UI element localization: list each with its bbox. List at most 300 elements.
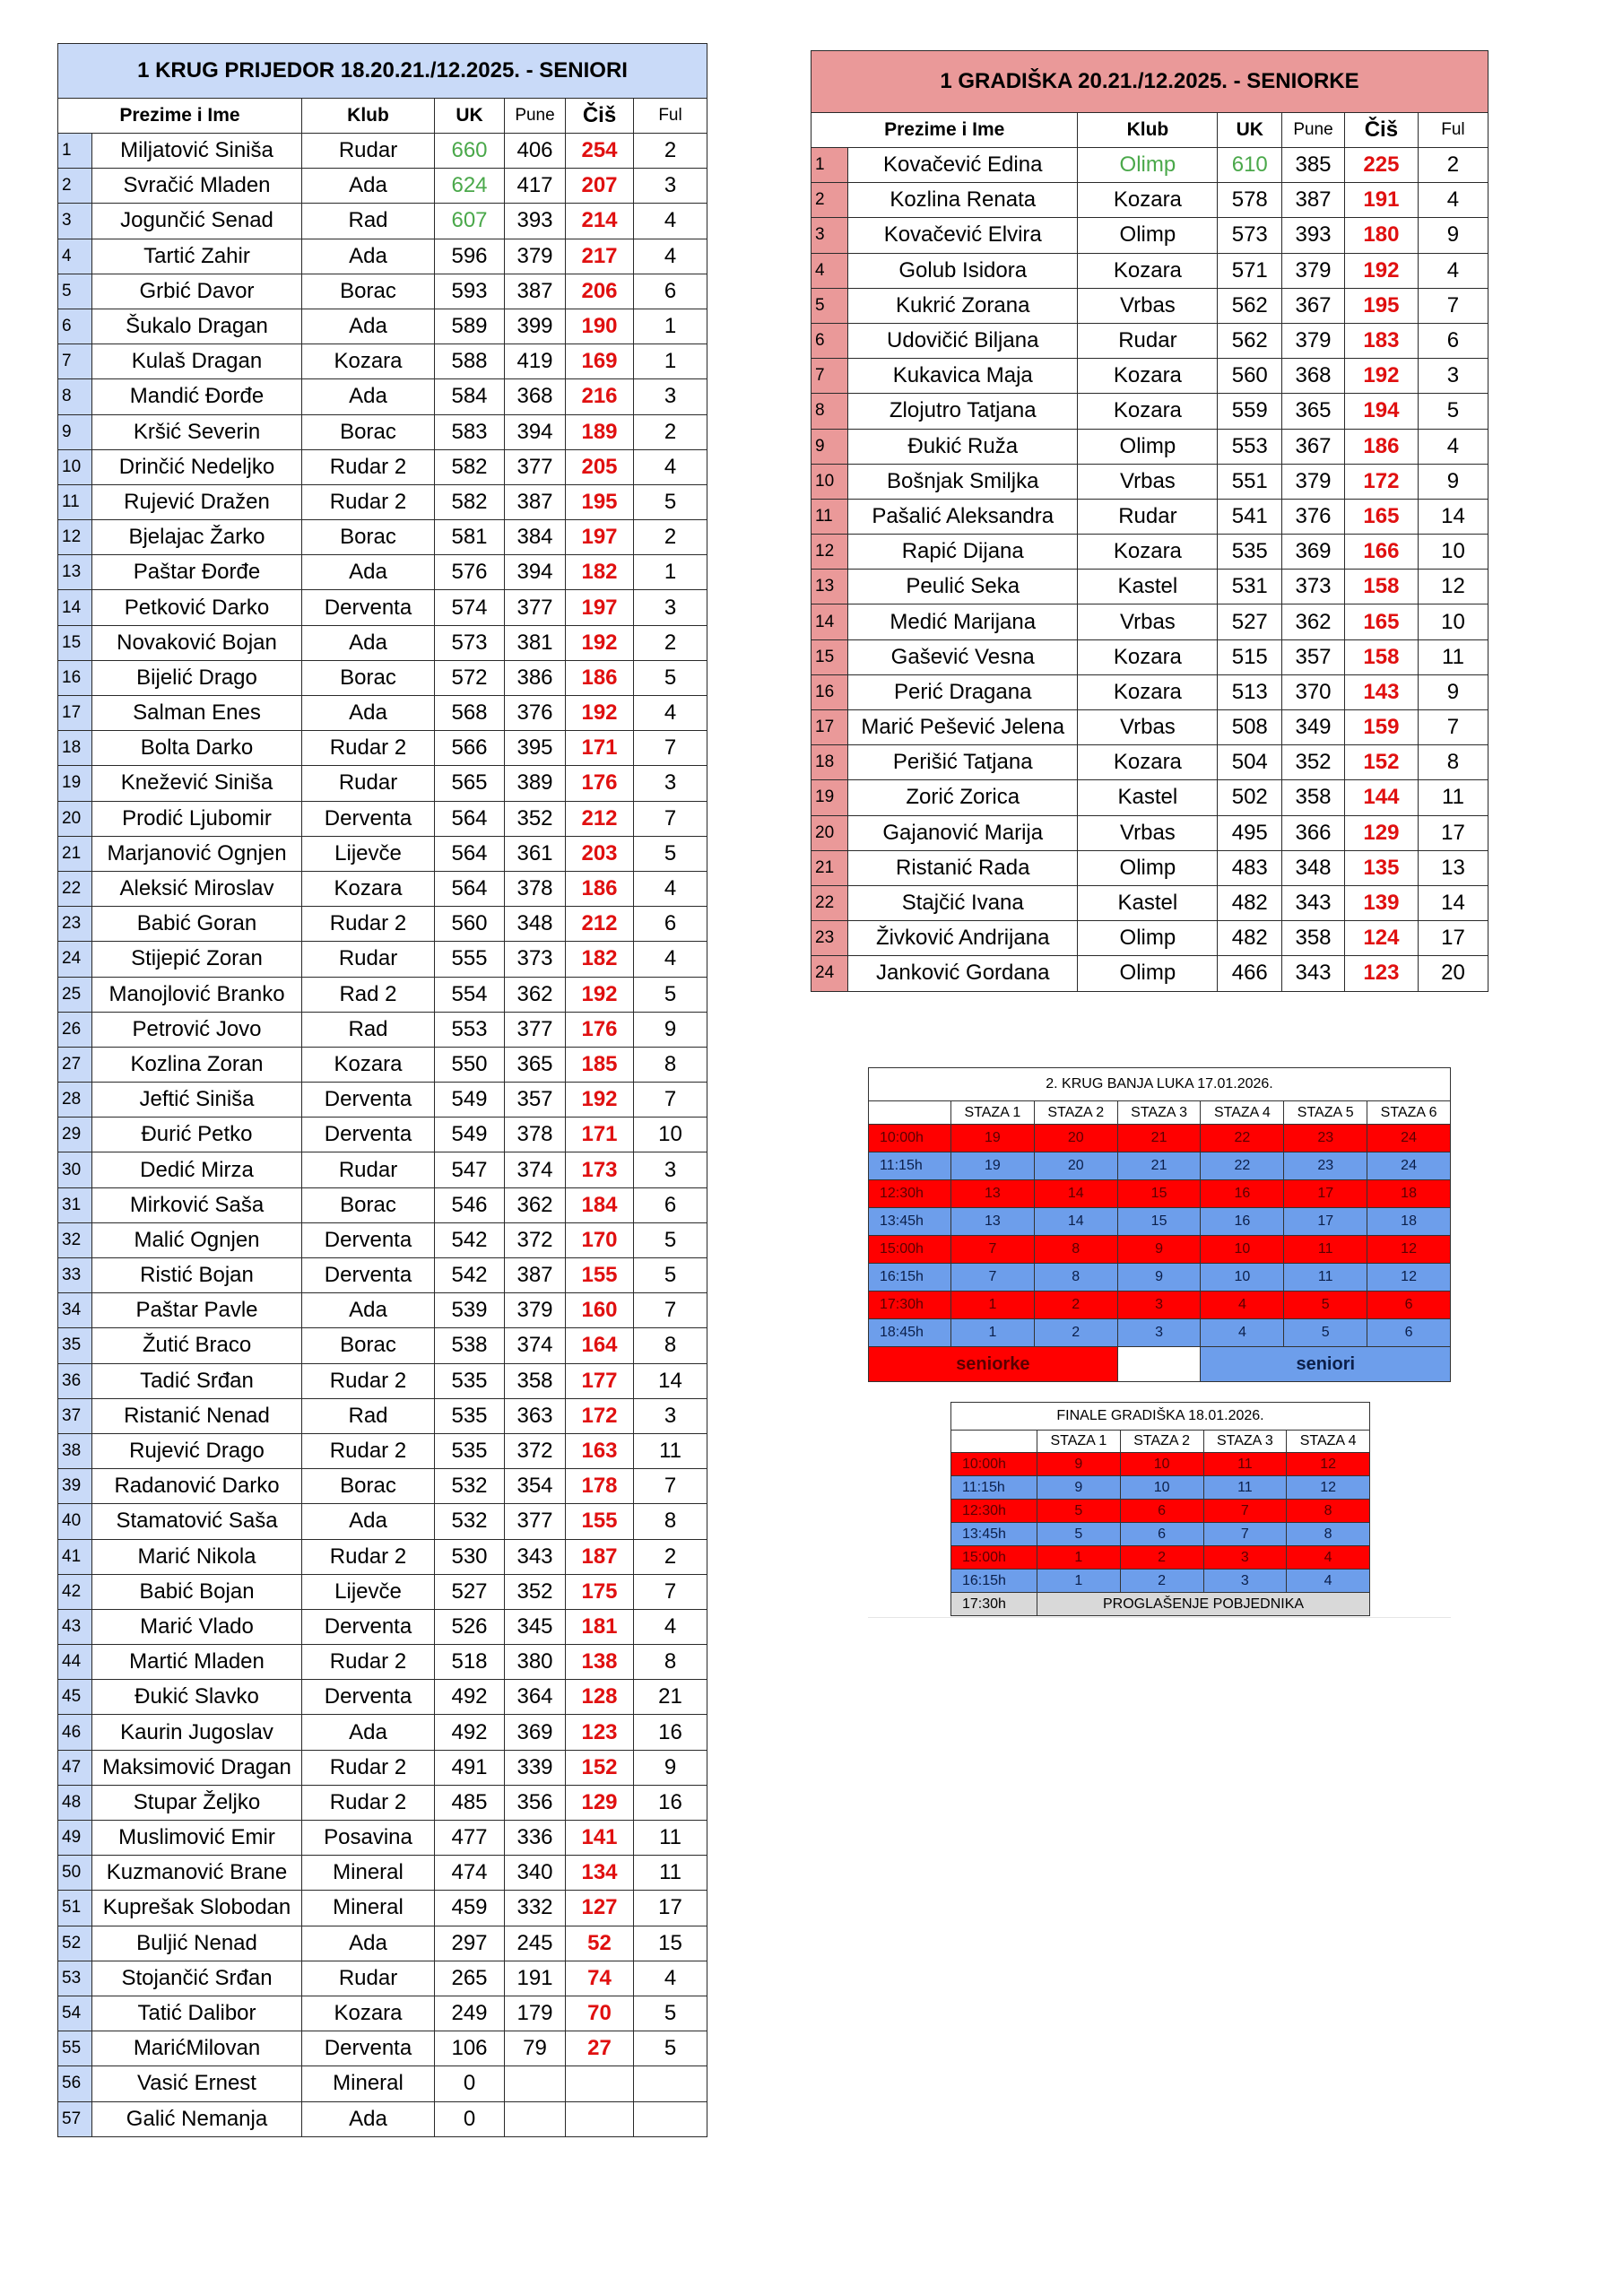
col-uk-header: UK — [435, 99, 505, 134]
table-row — [58, 1293, 707, 1328]
player-name: Tadić Srđan — [92, 1363, 302, 1398]
club-name: Kozara — [1078, 183, 1218, 218]
cis-score: 70 — [566, 1996, 634, 2031]
table-row — [812, 780, 1488, 815]
pune-score: 379 — [505, 1293, 566, 1328]
divider — [868, 1617, 1451, 1618]
awards-label: PROGLAŠENJE POBJEDNIKA — [1037, 1593, 1370, 1616]
club-name: Borac — [302, 414, 435, 449]
lane-cell: 7 — [951, 1264, 1035, 1292]
rank-number: 46 — [58, 1715, 92, 1750]
ful-count: 17 — [1418, 921, 1488, 956]
rank-number: 13 — [58, 555, 92, 590]
rank-number: 27 — [58, 1047, 92, 1082]
col-cis-header: Čiš — [1344, 113, 1418, 148]
finale-schedule — [950, 1402, 1370, 1616]
uk-score: 459 — [435, 1891, 505, 1926]
ful-count: 7 — [634, 1293, 707, 1328]
uk-score: 106 — [435, 2031, 505, 2066]
table-row — [812, 323, 1488, 358]
club-name: Rudar 2 — [302, 1750, 435, 1785]
lane-cell: 24 — [1367, 1152, 1451, 1180]
pune-score: 387 — [505, 274, 566, 309]
uk-score: 532 — [435, 1504, 505, 1539]
club-name: Borac — [302, 660, 435, 695]
player-name: Bjelajac Žarko — [92, 520, 302, 555]
rank-number: 23 — [58, 907, 92, 942]
cis-score: 183 — [1344, 323, 1418, 358]
club-name: Borac — [302, 1469, 435, 1504]
ful-count: 4 — [1418, 183, 1488, 218]
player-name: Grbić Davor — [92, 274, 302, 309]
seniorke-table — [811, 50, 1488, 992]
table-row — [812, 464, 1488, 499]
uk-score: 538 — [435, 1328, 505, 1363]
rank-number: 9 — [812, 429, 848, 464]
time-col-header — [951, 1431, 1037, 1453]
lane-cell: 5 — [1037, 1500, 1121, 1523]
col-pune-header: Pune — [1282, 113, 1345, 148]
uk-score: 474 — [435, 1856, 505, 1891]
pune-score: 369 — [1282, 535, 1345, 570]
lane-cell: 13 — [951, 1208, 1035, 1236]
pune-score: 373 — [505, 942, 566, 977]
lane-cell: 2 — [1120, 1546, 1203, 1570]
uk-score: 572 — [435, 660, 505, 695]
uk-score: 466 — [1218, 956, 1282, 991]
pune-score: 387 — [505, 484, 566, 519]
rank-number: 4 — [812, 253, 848, 288]
player-name: Kovačević Elvira — [848, 218, 1078, 253]
table-row — [58, 1328, 707, 1363]
lane-header: STAZA 2 — [1034, 1101, 1117, 1125]
rank-number: 5 — [58, 274, 92, 309]
uk-score: 532 — [435, 1469, 505, 1504]
player-name: Perić Dragana — [848, 674, 1078, 709]
seniori-title: 1 KRUG PRIJEDOR 18.20.21./12.2025. - SENIORI — [58, 44, 707, 99]
club-name: Olimp — [1078, 956, 1218, 991]
col-uk-header: UK — [1218, 113, 1282, 148]
cis-score: 187 — [566, 1539, 634, 1574]
slot-time: 10:00h — [951, 1453, 1037, 1476]
ful-count: 6 — [634, 1187, 707, 1222]
pune-score: 380 — [505, 1645, 566, 1680]
ful-count: 10 — [1418, 535, 1488, 570]
player-name: Maksimović Dragan — [92, 1750, 302, 1785]
uk-score: 562 — [1218, 288, 1282, 323]
ful-count: 11 — [1418, 780, 1488, 815]
ful-count: 9 — [634, 1012, 707, 1047]
pune-score: 374 — [505, 1152, 566, 1187]
ful-count: 14 — [634, 1363, 707, 1398]
pune-score: 385 — [1282, 148, 1345, 183]
player-name: Kulaš Dragan — [92, 344, 302, 379]
player-name: Ristanić Nenad — [92, 1398, 302, 1433]
player-name: Prodić Ljubomir — [92, 801, 302, 836]
schedule-row — [869, 1236, 1451, 1264]
table-row — [812, 148, 1488, 183]
player-name: Knežević Siniša — [92, 766, 302, 801]
pune-score: 357 — [505, 1083, 566, 1118]
schedule-row — [951, 1570, 1370, 1593]
rank-number: 56 — [58, 2066, 92, 2101]
lane-cell: 11 — [1203, 1453, 1287, 1476]
ful-count: 8 — [634, 1328, 707, 1363]
ful-count: 4 — [634, 871, 707, 906]
table-row — [58, 1118, 707, 1152]
slot-time: 17:30h — [869, 1292, 951, 1319]
ful-count: 4 — [1418, 429, 1488, 464]
uk-score: 547 — [435, 1152, 505, 1187]
ful-count: 9 — [1418, 218, 1488, 253]
seniori-header-row — [58, 99, 707, 134]
rank-number: 10 — [812, 464, 848, 499]
club-name: Kozara — [1078, 394, 1218, 429]
uk-score: 504 — [1218, 745, 1282, 780]
lane-cell: 11 — [1284, 1236, 1367, 1264]
player-name: Udovičić Biljana — [848, 323, 1078, 358]
cis-score — [566, 2066, 634, 2101]
ful-count: 10 — [1418, 604, 1488, 639]
player-name: Zorić Zorica — [848, 780, 1078, 815]
table-row — [58, 169, 707, 204]
pune-score — [505, 2066, 566, 2101]
lane-cell: 15 — [1117, 1208, 1201, 1236]
table-row — [58, 1187, 707, 1222]
pune-score: 332 — [505, 1891, 566, 1926]
ful-count: 4 — [634, 449, 707, 484]
table-row — [58, 520, 707, 555]
player-name: Paštar Pavle — [92, 1293, 302, 1328]
club-name: Vrbas — [1078, 710, 1218, 745]
table-row — [58, 696, 707, 731]
player-name: Vasić Ernest — [92, 2066, 302, 2101]
schedule-row — [951, 1500, 1370, 1523]
rank-number: 8 — [58, 379, 92, 414]
ful-count: 2 — [634, 1539, 707, 1574]
pune-score: 352 — [505, 801, 566, 836]
club-name: Kozara — [302, 1996, 435, 2031]
slot-time: 18:45h — [869, 1319, 951, 1347]
club-name: Rad 2 — [302, 977, 435, 1012]
lane-cell: 5 — [1284, 1292, 1367, 1319]
uk-score: 483 — [1218, 850, 1282, 885]
pune-score: 387 — [505, 1258, 566, 1293]
rank-number: 12 — [58, 520, 92, 555]
cis-score: 195 — [566, 484, 634, 519]
lane-cell: 5 — [1037, 1523, 1121, 1546]
cis-score: 171 — [566, 1118, 634, 1152]
cis-score: 170 — [566, 1222, 634, 1257]
cis-score: 135 — [1344, 850, 1418, 885]
col-club-header: Klub — [1078, 113, 1218, 148]
uk-score: 535 — [435, 1398, 505, 1433]
time-col-header — [869, 1101, 951, 1125]
uk-score: 593 — [435, 274, 505, 309]
lane-cell: 10 — [1120, 1453, 1203, 1476]
lane-cell: 1 — [951, 1292, 1035, 1319]
cis-score: 197 — [566, 520, 634, 555]
lane-cell: 23 — [1284, 1152, 1367, 1180]
club-name: Ada — [302, 1926, 435, 1961]
pune-score: 366 — [1282, 815, 1345, 850]
cis-score: 203 — [566, 836, 634, 871]
krug2-title: 2. KRUG BANJA LUKA 17.01.2026. — [869, 1068, 1451, 1101]
cis-score: 169 — [566, 344, 634, 379]
cis-score: 206 — [566, 274, 634, 309]
ful-count: 2 — [634, 625, 707, 660]
player-name: Mandić Đorđe — [92, 379, 302, 414]
cis-score: 217 — [566, 239, 634, 274]
club-name: Rudar — [302, 1961, 435, 1996]
schedule-row — [951, 1453, 1370, 1476]
table-row — [58, 977, 707, 1012]
table-row — [58, 1785, 707, 1820]
ful-count: 2 — [634, 134, 707, 169]
lane-cell: 16 — [1201, 1208, 1284, 1236]
player-name: Bošnjak Smiljka — [848, 464, 1078, 499]
schedule-row — [869, 1180, 1451, 1208]
table-row — [58, 449, 707, 484]
lane-cell: 6 — [1367, 1319, 1451, 1347]
uk-score: 526 — [435, 1609, 505, 1644]
table-row — [58, 1680, 707, 1715]
lane-cell: 3 — [1117, 1319, 1201, 1347]
uk-score: 527 — [435, 1574, 505, 1609]
uk-score: 551 — [1218, 464, 1282, 499]
col-name-header: Prezime i Ime — [58, 99, 302, 134]
player-name: Stajčić Ivana — [848, 885, 1078, 920]
player-name: Živković Andrijana — [848, 921, 1078, 956]
pune-score: 356 — [505, 1785, 566, 1820]
pune-score: 399 — [505, 309, 566, 344]
table-row — [812, 710, 1488, 745]
table-row — [58, 344, 707, 379]
ful-count: 8 — [1418, 745, 1488, 780]
club-name: Posavina — [302, 1821, 435, 1856]
lane-cell: 11 — [1203, 1476, 1287, 1500]
table-row — [58, 1715, 707, 1750]
table-row — [58, 309, 707, 344]
lane-cell: 3 — [1203, 1546, 1287, 1570]
table-row — [58, 1258, 707, 1293]
cis-score: 214 — [566, 204, 634, 239]
cis-score: 186 — [566, 871, 634, 906]
ful-count: 4 — [1418, 253, 1488, 288]
rank-number: 15 — [58, 625, 92, 660]
club-name: Olimp — [1078, 218, 1218, 253]
club-name: Derventa — [302, 590, 435, 625]
player-name: Kukavica Maja — [848, 359, 1078, 394]
club-name: Kastel — [1078, 885, 1218, 920]
cis-score: 195 — [1344, 288, 1418, 323]
lane-cell: 7 — [1203, 1500, 1287, 1523]
pune-score: 406 — [505, 134, 566, 169]
pune-score: 363 — [505, 1398, 566, 1433]
col-cis-header: Čiš — [566, 99, 634, 134]
cis-score — [566, 2101, 634, 2136]
table-row — [58, 204, 707, 239]
lane-cell: 10 — [1201, 1264, 1284, 1292]
pune-score: 379 — [1282, 253, 1345, 288]
table-row — [58, 590, 707, 625]
table-row — [812, 218, 1488, 253]
uk-score: 582 — [435, 484, 505, 519]
cis-score: 189 — [566, 414, 634, 449]
cis-score: 176 — [566, 766, 634, 801]
player-name: Paštar Đorđe — [92, 555, 302, 590]
lane-cell: 4 — [1201, 1292, 1284, 1319]
club-name: Olimp — [1078, 850, 1218, 885]
table-row — [58, 1750, 707, 1785]
table-row — [812, 815, 1488, 850]
player-name: Bolta Darko — [92, 731, 302, 766]
uk-score: 530 — [435, 1539, 505, 1574]
uk-score: 297 — [435, 1926, 505, 1961]
table-row — [58, 731, 707, 766]
ful-count: 7 — [634, 731, 707, 766]
slot-time: 13:45h — [869, 1208, 951, 1236]
pune-score: 378 — [505, 871, 566, 906]
rank-number: 20 — [812, 815, 848, 850]
cis-score: 124 — [1344, 921, 1418, 956]
club-name: Kozara — [1078, 359, 1218, 394]
pune-score: 379 — [1282, 464, 1345, 499]
uk-score: 531 — [1218, 570, 1282, 604]
col-name-header: Prezime i Ime — [812, 113, 1078, 148]
uk-score: 550 — [435, 1047, 505, 1082]
club-name: Rudar 2 — [302, 1433, 435, 1468]
ful-count: 7 — [634, 1574, 707, 1609]
lane-cell: 6 — [1367, 1292, 1451, 1319]
table-row — [58, 801, 707, 836]
club-name: Kozara — [302, 344, 435, 379]
pune-score: 336 — [505, 1821, 566, 1856]
uk-score: 574 — [435, 590, 505, 625]
rank-number: 38 — [58, 1433, 92, 1468]
table-row — [58, 1469, 707, 1504]
club-name: Rad — [302, 1398, 435, 1433]
player-name: Martić Mladen — [92, 1645, 302, 1680]
cis-score: 155 — [566, 1504, 634, 1539]
lane-cell: 9 — [1037, 1453, 1121, 1476]
uk-score: 249 — [435, 1996, 505, 2031]
rank-number: 47 — [58, 1750, 92, 1785]
slot-time: 10:00h — [869, 1125, 951, 1152]
ful-count: 7 — [634, 1083, 707, 1118]
rank-number: 22 — [58, 871, 92, 906]
table-row — [812, 288, 1488, 323]
cis-score: 192 — [566, 625, 634, 660]
table-row — [58, 907, 707, 942]
club-name: Borac — [302, 1328, 435, 1363]
club-name: Kozara — [1078, 745, 1218, 780]
ful-count: 4 — [634, 204, 707, 239]
rank-number: 6 — [58, 309, 92, 344]
slot-time: 12:30h — [951, 1500, 1037, 1523]
player-name: Petković Darko — [92, 590, 302, 625]
pune-score: 373 — [1282, 570, 1345, 604]
rank-number: 40 — [58, 1504, 92, 1539]
player-name: Ristić Bojan — [92, 1258, 302, 1293]
club-name: Vrbas — [1078, 815, 1218, 850]
player-name: Kaurin Jugoslav — [92, 1715, 302, 1750]
rank-number: 51 — [58, 1891, 92, 1926]
slot-time: 11:15h — [869, 1152, 951, 1180]
ful-count: 11 — [634, 1856, 707, 1891]
pune-score: 369 — [505, 1715, 566, 1750]
club-name: Ada — [302, 1293, 435, 1328]
lane-cell: 17 — [1284, 1180, 1367, 1208]
uk-score: 607 — [435, 204, 505, 239]
rank-number: 29 — [58, 1118, 92, 1152]
club-name: Ada — [302, 696, 435, 731]
pune-score: 354 — [505, 1469, 566, 1504]
finale-lane-header — [951, 1431, 1370, 1453]
slot-time: 12:30h — [869, 1180, 951, 1208]
uk-score: 518 — [435, 1645, 505, 1680]
player-name: Malić Ognjen — [92, 1222, 302, 1257]
lane-cell: 9 — [1117, 1236, 1201, 1264]
player-name: Rapić Dijana — [848, 535, 1078, 570]
table-row — [58, 942, 707, 977]
uk-score: 535 — [1218, 535, 1282, 570]
club-name: Kozara — [1078, 535, 1218, 570]
lane-cell: 12 — [1287, 1453, 1370, 1476]
cis-score: 172 — [566, 1398, 634, 1433]
uk-score: 560 — [435, 907, 505, 942]
cis-score: 159 — [1344, 710, 1418, 745]
cis-score: 173 — [566, 1152, 634, 1187]
lane-cell: 8 — [1287, 1500, 1370, 1523]
table-row — [58, 1047, 707, 1082]
player-name: Radanović Darko — [92, 1469, 302, 1504]
lane-cell: 20 — [1034, 1152, 1117, 1180]
ful-count: 7 — [634, 801, 707, 836]
player-name: Tartić Zahir — [92, 239, 302, 274]
uk-score: 559 — [1218, 394, 1282, 429]
ful-count: 11 — [1418, 639, 1488, 674]
pune-score: 343 — [1282, 885, 1345, 920]
rank-number: 11 — [58, 484, 92, 519]
pune-score: 358 — [1282, 780, 1345, 815]
club-name: Rudar 2 — [302, 731, 435, 766]
club-name: Borac — [302, 274, 435, 309]
uk-score: 542 — [435, 1222, 505, 1257]
ful-count: 12 — [1418, 570, 1488, 604]
player-name: Rujević Drago — [92, 1433, 302, 1468]
table-row — [812, 570, 1488, 604]
pune-score: 352 — [1282, 745, 1345, 780]
lane-header: STAZA 2 — [1120, 1431, 1203, 1453]
uk-score: 549 — [435, 1118, 505, 1152]
rank-number: 2 — [58, 169, 92, 204]
cis-score: 123 — [1344, 956, 1418, 991]
lane-cell: 20 — [1034, 1125, 1117, 1152]
club-name: Rudar 2 — [302, 1363, 435, 1398]
cis-score: 205 — [566, 449, 634, 484]
ful-count: 2 — [634, 414, 707, 449]
ful-count: 21 — [634, 1680, 707, 1715]
uk-score: 588 — [435, 344, 505, 379]
uk-score: 539 — [435, 1293, 505, 1328]
lane-cell: 7 — [1203, 1523, 1287, 1546]
ful-count: 8 — [634, 1645, 707, 1680]
club-name: Olimp — [1078, 921, 1218, 956]
lane-cell: 13 — [951, 1180, 1035, 1208]
club-name: Lijevče — [302, 1574, 435, 1609]
rank-number: 19 — [812, 780, 848, 815]
